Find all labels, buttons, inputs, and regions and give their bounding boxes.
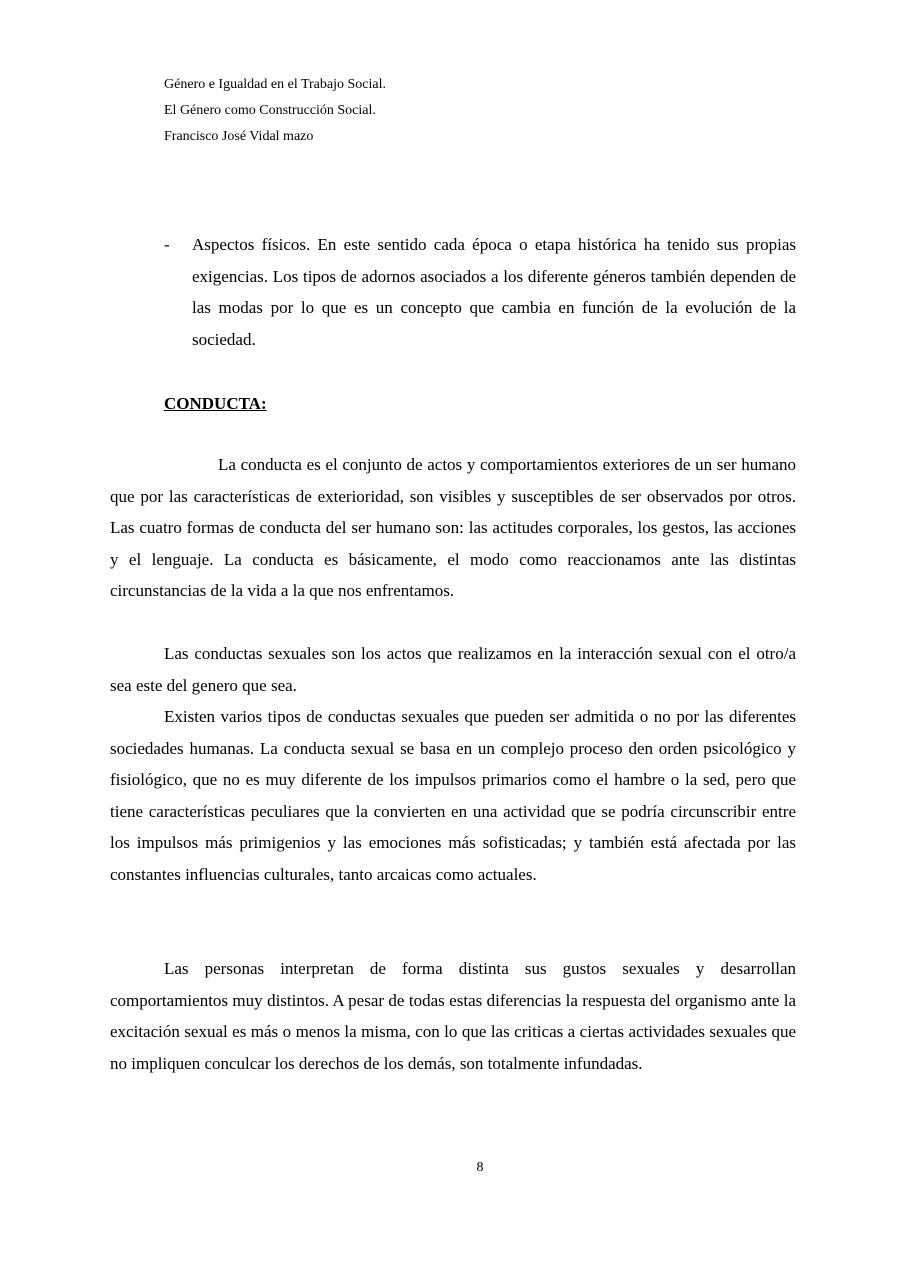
header-line-course: Género e Igualdad en el Trabajo Social. xyxy=(164,77,386,92)
header-line-topic: El Género como Construcción Social. xyxy=(164,103,376,118)
running-header xyxy=(164,72,764,150)
paragraph-interpretacion: Las personas interpretan de forma distinta sus gustos sexuales y desarrollan comportamientos muy distintos. A pesar de todas estas diferencias la respuesta del organismo ante la excitación sexual es más o menos la misma, con lo que las criticas a ciertas actividades sexuales que no impliquen conculcar los derechos de los demás, son totalmente infundadas. xyxy=(110,959,796,1073)
paragraph-tipos-conductas: Existen varios tipos de conductas sexuales que pueden ser admitida o no por las diferentes sociedades humanas. La conducta sexual se basa en un complejo proceso den orden psicológico y fisiológico, que no es muy diferente de los impulsos primarios como el hambre o la sed, pero que tiene características peculiares que la convierten en una actividad que se podría circunscribir entre los impulsos más primigenios y las emociones más sofisticadas; y también está afectada por las constantes influencias culturales, tanto arcaicas como actuales. xyxy=(110,707,796,884)
section-heading: CONDUCTA: xyxy=(164,394,267,413)
paragraph-conductas-sexuales: Las conductas sexuales son los actos que realizamos en la interacción sexual con el otro/a sea este del genero que sea. xyxy=(110,644,796,695)
bullet-item xyxy=(164,229,796,355)
page-number: 8 xyxy=(476,1160,484,1175)
bullet-marker: - xyxy=(164,235,170,254)
bullet-text: Aspectos físicos. En este sentido cada época o etapa histórica ha tenido sus propias exigencias. Los tipos de adornos asociados a los diferente géneros también dependen de las modas por lo que es un concepto que cambia en función de la evolución de la sociedad. xyxy=(192,235,796,349)
header-line-author: Francisco José Vidal mazo xyxy=(164,129,314,144)
paragraph-conducta-definition: La conducta es el conjunto de actos y comportamientos exteriores de un ser humano que por las características de exterioridad, son visibles y susceptibles de ser observados por otros. Las cuatro formas de conducta del ser humano son: las actitudes corporales, los gestos, las acciones y el lenguaje. La conducta es básicamente, el modo como reaccionamos ante las distintas circunstancias de la vida a la que nos enfrentamos. xyxy=(110,455,796,600)
